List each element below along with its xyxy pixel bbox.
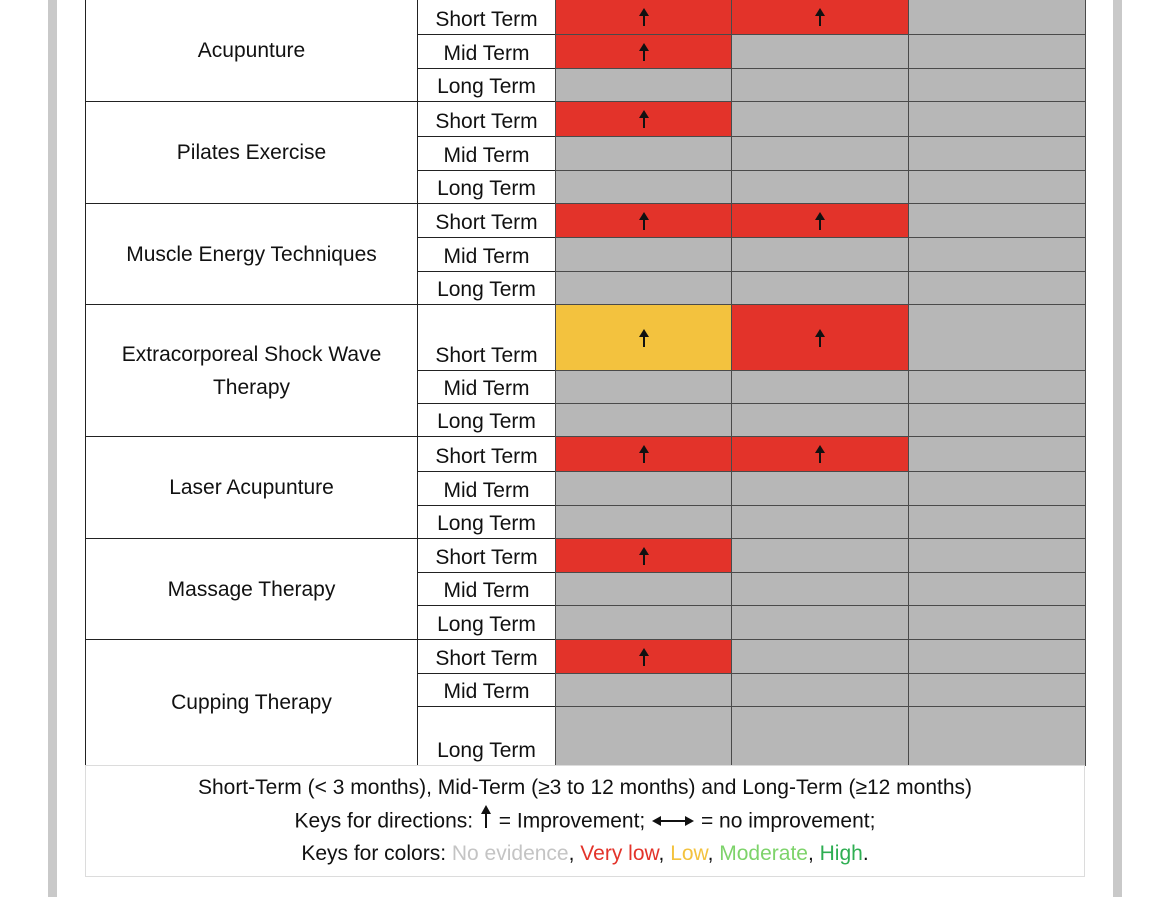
evidence-cell [908,436,1086,472]
up-arrow-icon [638,648,650,666]
evidence-cell [731,68,909,102]
evidence-cell [731,471,909,506]
term-label: Short Term [417,639,556,674]
evidence-cell [908,304,1086,371]
intervention-label: Extracorporeal Shock Wave Therapy [85,304,418,437]
evidence-cell [908,572,1086,606]
evidence-cell [555,505,732,539]
evidence-cell [555,639,732,674]
term-label: Long Term [417,403,556,437]
left-right-arrow-icon [651,806,695,839]
term-label: Long Term [417,170,556,204]
legend-no-improvement-text: = no improvement; [700,809,876,833]
evidence-cell [555,68,732,102]
legend-improvement-text: = Improvement; [498,809,646,833]
up-arrow-icon [814,212,826,230]
up-arrow-icon [638,110,650,128]
term-label: Mid Term [417,471,556,506]
evidence-cell [731,370,909,404]
evidence-cell [731,203,909,238]
evidence-cell [731,403,909,437]
term-label: Long Term [417,605,556,640]
evidence-cell [908,370,1086,404]
evidence-cell [908,639,1086,674]
legend-moderate: Moderate [719,842,808,865]
evidence-cell [731,34,909,69]
evidence-cell [555,673,732,707]
term-label: Mid Term [417,136,556,171]
up-arrow-icon [814,8,826,26]
evidence-cell [908,706,1086,766]
evidence-cell [555,0,732,35]
term-label: Long Term [417,68,556,102]
evidence-cell [908,136,1086,171]
term-label: Short Term [417,0,556,35]
term-label: Short Term [417,304,556,371]
evidence-cell [555,271,732,305]
up-arrow-icon [638,329,650,347]
evidence-cell [908,605,1086,640]
up-arrow-icon [479,804,493,840]
evidence-cell [555,572,732,606]
evidence-cell [731,136,909,171]
evidence-cell [555,203,732,238]
evidence-cell [908,101,1086,137]
evidence-cell [731,0,909,35]
evidence-cell [555,538,732,573]
term-label: Short Term [417,101,556,137]
legend-colors-line: Keys for colors: No evidence, Very low, Low, Moderate, High. [301,842,869,865]
evidence-cell [908,505,1086,539]
intervention-label: Acupunture [85,0,418,102]
evidence-cell [731,639,909,674]
term-label: Long Term [417,271,556,305]
evidence-cell [908,538,1086,573]
evidence-cell [908,673,1086,707]
evidence-cell [555,101,732,137]
evidence-cell [908,271,1086,305]
evidence-cell [555,605,732,640]
legend-directions-prefix: Keys for directions: [294,809,474,833]
evidence-cell [555,403,732,437]
evidence-cell [908,203,1086,238]
up-arrow-icon [638,43,650,61]
term-label: Short Term [417,436,556,472]
page-right-edge [1113,0,1122,897]
evidence-cell [555,170,732,204]
evidence-cell [731,101,909,137]
legend-no-evidence: No evidence [451,842,569,865]
evidence-cell [908,68,1086,102]
intervention-label: Pilates Exercise [85,101,418,204]
evidence-cell [908,0,1086,35]
evidence-cell [731,237,909,272]
legend-low: Low [670,842,708,865]
intervention-label: Massage Therapy [85,538,418,640]
evidence-cell [731,673,909,707]
up-arrow-icon [638,547,650,565]
up-arrow-icon [638,212,650,230]
evidence-cell [731,170,909,204]
evidence-cell [908,237,1086,272]
up-arrow-icon [814,329,826,347]
term-label: Mid Term [417,370,556,404]
evidence-cell [908,34,1086,69]
evidence-cell [555,436,732,472]
term-label: Mid Term [417,34,556,69]
intervention-label: Muscle Energy Techniques [85,203,418,305]
legend-box [85,765,1085,877]
term-label: Mid Term [417,673,556,707]
evidence-cell [731,706,909,766]
up-arrow-icon [638,445,650,463]
legend-very-low: Very low [580,842,659,865]
legend-colors-prefix: Keys for colors: [301,842,447,865]
evidence-cell [731,304,909,371]
evidence-cell [731,538,909,573]
term-label: Short Term [417,538,556,573]
term-label: Mid Term [417,237,556,272]
up-arrow-icon [638,8,650,26]
evidence-cell [731,572,909,606]
evidence-cell [908,403,1086,437]
evidence-cell [555,136,732,171]
evidence-cell [731,271,909,305]
term-label: Long Term [417,505,556,539]
term-label: Mid Term [417,572,556,606]
evidence-cell [555,706,732,766]
legend-terms-line [86,771,1084,804]
page-left-edge [48,0,57,897]
evidence-cell [555,370,732,404]
evidence-cell [555,237,732,272]
term-label: Short Term [417,203,556,238]
term-label: Long Term [417,706,556,766]
evidence-cell [908,471,1086,506]
evidence-cell [555,304,732,371]
evidence-cell [731,436,909,472]
evidence-cell [731,605,909,640]
evidence-cell [731,505,909,539]
legend-terms-text: Short-Term (< 3 months), Mid-Term (≥3 to 12 months) and Long-Term (≥12 months) [197,776,973,799]
legend-high: High [819,842,863,865]
intervention-label: Cupping Therapy [85,639,418,766]
evidence-cell [555,471,732,506]
evidence-cell [555,34,732,69]
intervention-label: Laser Acupunture [85,436,418,539]
up-arrow-icon [814,445,826,463]
legend-directions-line [86,804,1084,837]
evidence-cell [908,170,1086,204]
